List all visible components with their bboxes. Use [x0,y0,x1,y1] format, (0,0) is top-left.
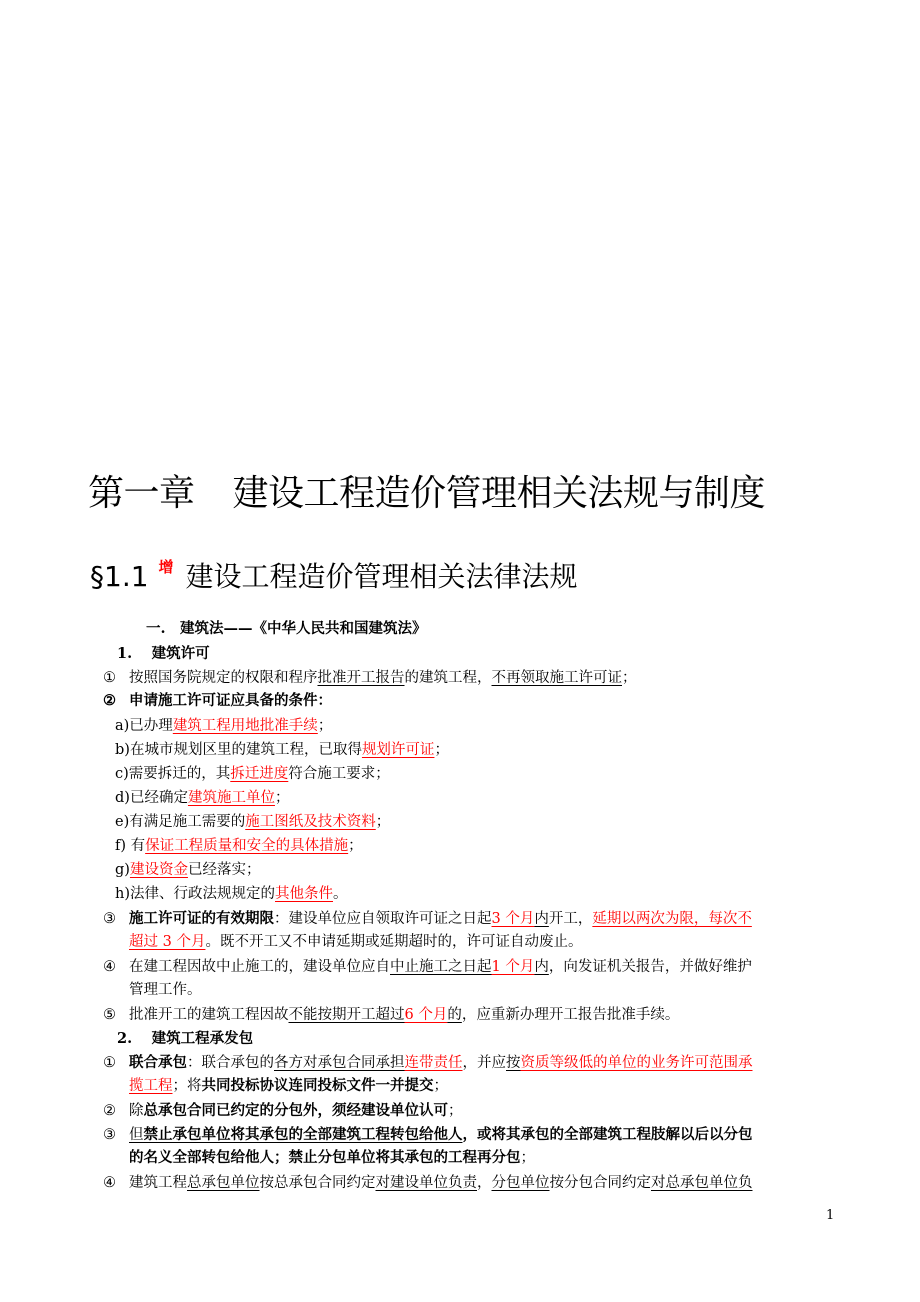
condition-item: f) 有保证工程质量和安全的具体措施； [115,838,363,854]
condition-item: c)需要拆迁的，其拆迁进度符合施工要求； [115,766,390,782]
list-item: ③ 但禁止承包单位将其承包的全部建筑工程转包给他人，或将其承包的全部建筑工程肢解以后以分包 [103,1126,753,1143]
section-heading [90,555,578,595]
list-item: ③ 施工许可证的有效期限：建设单位应自领取许可证之日起3 个月内开工，延期以两次为限，每次不 [103,910,752,927]
condition-item: h)法律、行政法规规定的其他条件。 [115,886,348,902]
condition-item: g)建设资金已经落实； [115,862,261,878]
chapter-label: 第一章 [88,473,195,514]
heading-building-permit: 1. 建筑许可 [117,645,210,662]
chapter-heading [88,465,765,516]
list-item-continuation: 管理工作。 [129,982,202,998]
list-item-continuation: 超过 3 个月。既不开工又不申请延期或延期超时的，许可证自动废止。 [129,934,583,950]
list-item: ② 申请施工许可证应具备的条件： [103,692,332,709]
list-item: ② 除总承包合同已约定的分包外，须经建设单位认可； [103,1102,463,1119]
heading-construction-law: 一. 建筑法——《中华人民共和国建筑法》 [146,620,427,637]
list-item-continuation: 的名义全部转包给他人；禁止分包单位将其承包的工程再分包； [129,1149,535,1166]
list-item: ⑤ 批准开工的建筑工程因故不能按期开工超过6 个月的，应重新办理开工报告批准手续。 [103,1007,680,1023]
revision-mark: 增 [158,558,174,576]
condition-item: a)已办理建筑工程用地批准手续； [115,718,333,734]
condition-item: e)有满足施工需要的施工图纸及技术资料； [115,814,391,830]
list-item: ① 联合承包：联合承包的各方对承包合同承担连带责任，并应按资质等级低的单位的业务许可范围承 [103,1054,753,1071]
section-title: 建设工程造价管理相关法律法规 [185,560,578,593]
list-item: ① 按照国务院规定的权限和程序批准开工报告的建筑工程，不再领取施工许可证； [103,670,637,686]
list-item: ④ 在建工程因故中止施工的，建设单位应自中止施工之日起1 个月内，向发证机关报告，并做好维护 [103,959,752,975]
chapter-title: 建设工程造价管理相关法规与制度 [232,473,766,514]
heading-contracting: 2. 建筑工程承发包 [117,1030,254,1047]
section-number: §1.1 [90,560,149,593]
list-item: ④ 建筑工程总承包单位按总承包合同约定对建设单位负责，分包单位按分包合同约定对总承包单位负 [103,1175,753,1191]
condition-item: d)已经确定建筑施工单位； [115,790,290,806]
condition-item: b)在城市规划区里的建筑工程，已取得规划许可证； [115,742,449,758]
list-item-continuation: 揽工程；将共同投标协议连同投标文件一并提交； [129,1077,448,1094]
page-number: 1 [826,1208,835,1223]
